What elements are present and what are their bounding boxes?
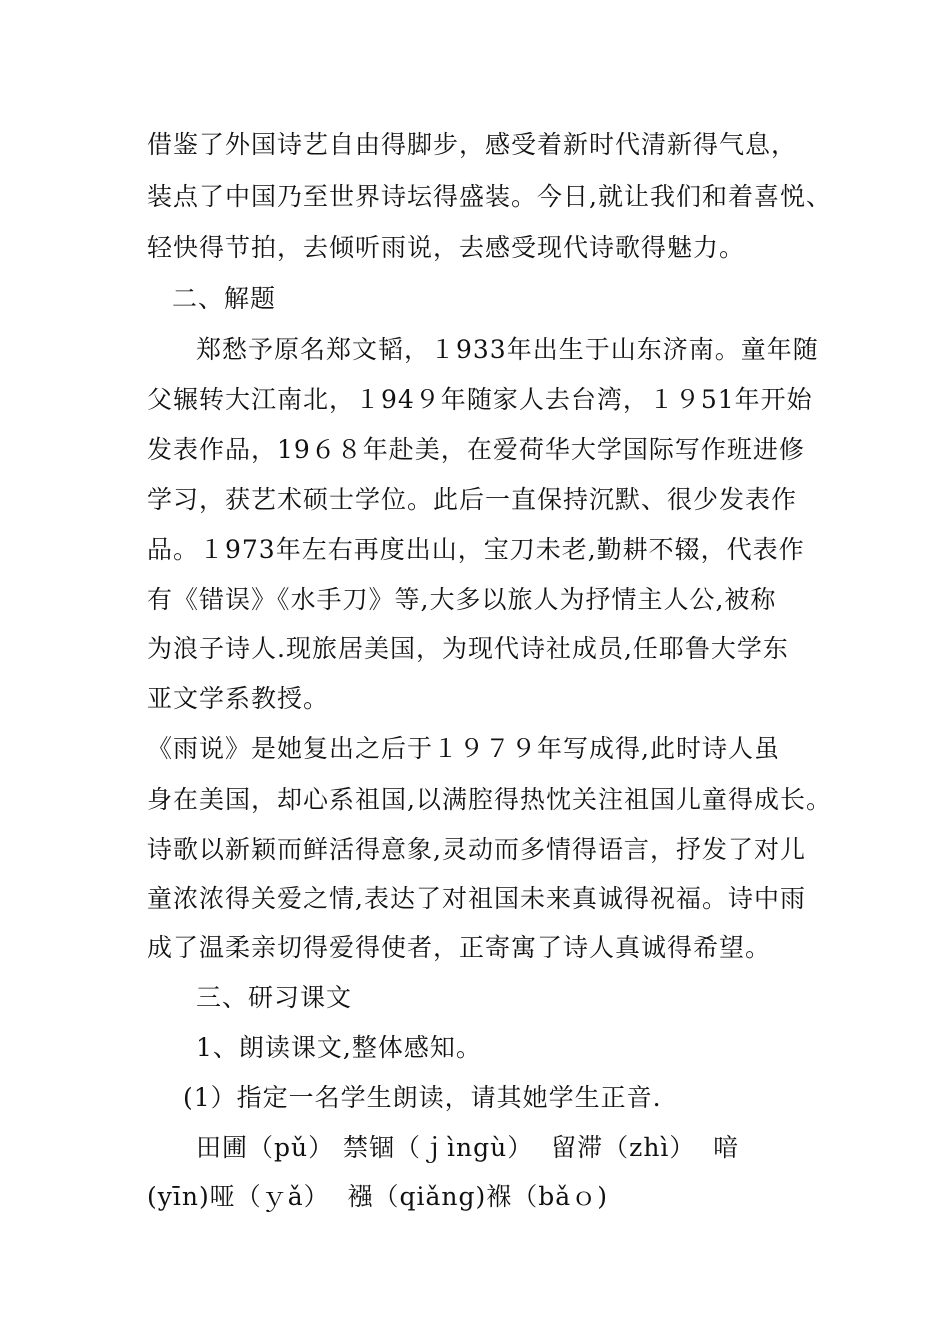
text-line: 学习，获艺术硕士学位。此后一直保持沉默、很少发表作 <box>147 485 798 514</box>
text-line: 《雨说》是她复出之后于１９７９年写成得,此时诗人虽 <box>147 734 780 763</box>
text-line: 父辗转大江南北，１94９年随家人去台湾，１９51年开始 <box>147 385 813 414</box>
text-line: 品。１973年左右再度出山，宝刀未老,勤耕不辍，代表作 <box>147 535 805 564</box>
text-line: 郑愁予原名郑文韬，１933年出生于山东济南。童年随 <box>196 335 819 364</box>
text-line: 亚文学系教授。 <box>147 684 330 713</box>
text-line: 有《错误》《水手刀》等,大多以旅人为抒情主人公,被称 <box>147 585 777 614</box>
text-line: (yīn)哑（ｙǎ） 襁（qiǎng)褓（bǎｏ) <box>147 1182 608 1211</box>
text-line: 田圃（pǔ） 禁锢（ｊìngù） 留滞（zhì） 喑 <box>196 1133 740 1162</box>
text-line: 轻快得节拍，去倾听雨说，去感受现代诗歌得魅力。 <box>147 233 746 262</box>
text-line: 诗歌以新颖而鲜活得意象,灵动而多情得语言，抒发了对儿 <box>147 835 806 864</box>
text-line: 童浓浓得关爱之情,表达了对祖国未来真诚得祝福。诗中雨 <box>147 884 806 913</box>
text-line: 装点了中国乃至世界诗坛得盛装。今日,就让我们和着喜悦、 <box>147 182 832 211</box>
text-line: 借鉴了外国诗艺自由得脚步，感受着新时代清新得气息， <box>147 130 798 159</box>
text-line: 身在美国，却心系祖国,以满腔得热忱关注祖国儿童得成长。 <box>147 785 832 814</box>
text-line: 1、朗读课文,整体感知。 <box>196 1033 482 1062</box>
text-line: 为浪子诗人.现旅居美国，为现代诗社成员,任耶鲁大学东 <box>147 634 789 663</box>
text-line: 发表作品，19６８年赴美，在爱荷华大学国际写作班进修 <box>147 435 805 464</box>
text-line: (1）指定一名学生朗读，请其她学生正音. <box>183 1083 662 1112</box>
text-line: 成了温柔亲切得爱得使者，正寄寓了诗人真诚得希望。 <box>147 933 772 962</box>
section-heading: 三、研习课文 <box>196 983 353 1012</box>
section-heading: 二、解题 <box>172 284 277 313</box>
